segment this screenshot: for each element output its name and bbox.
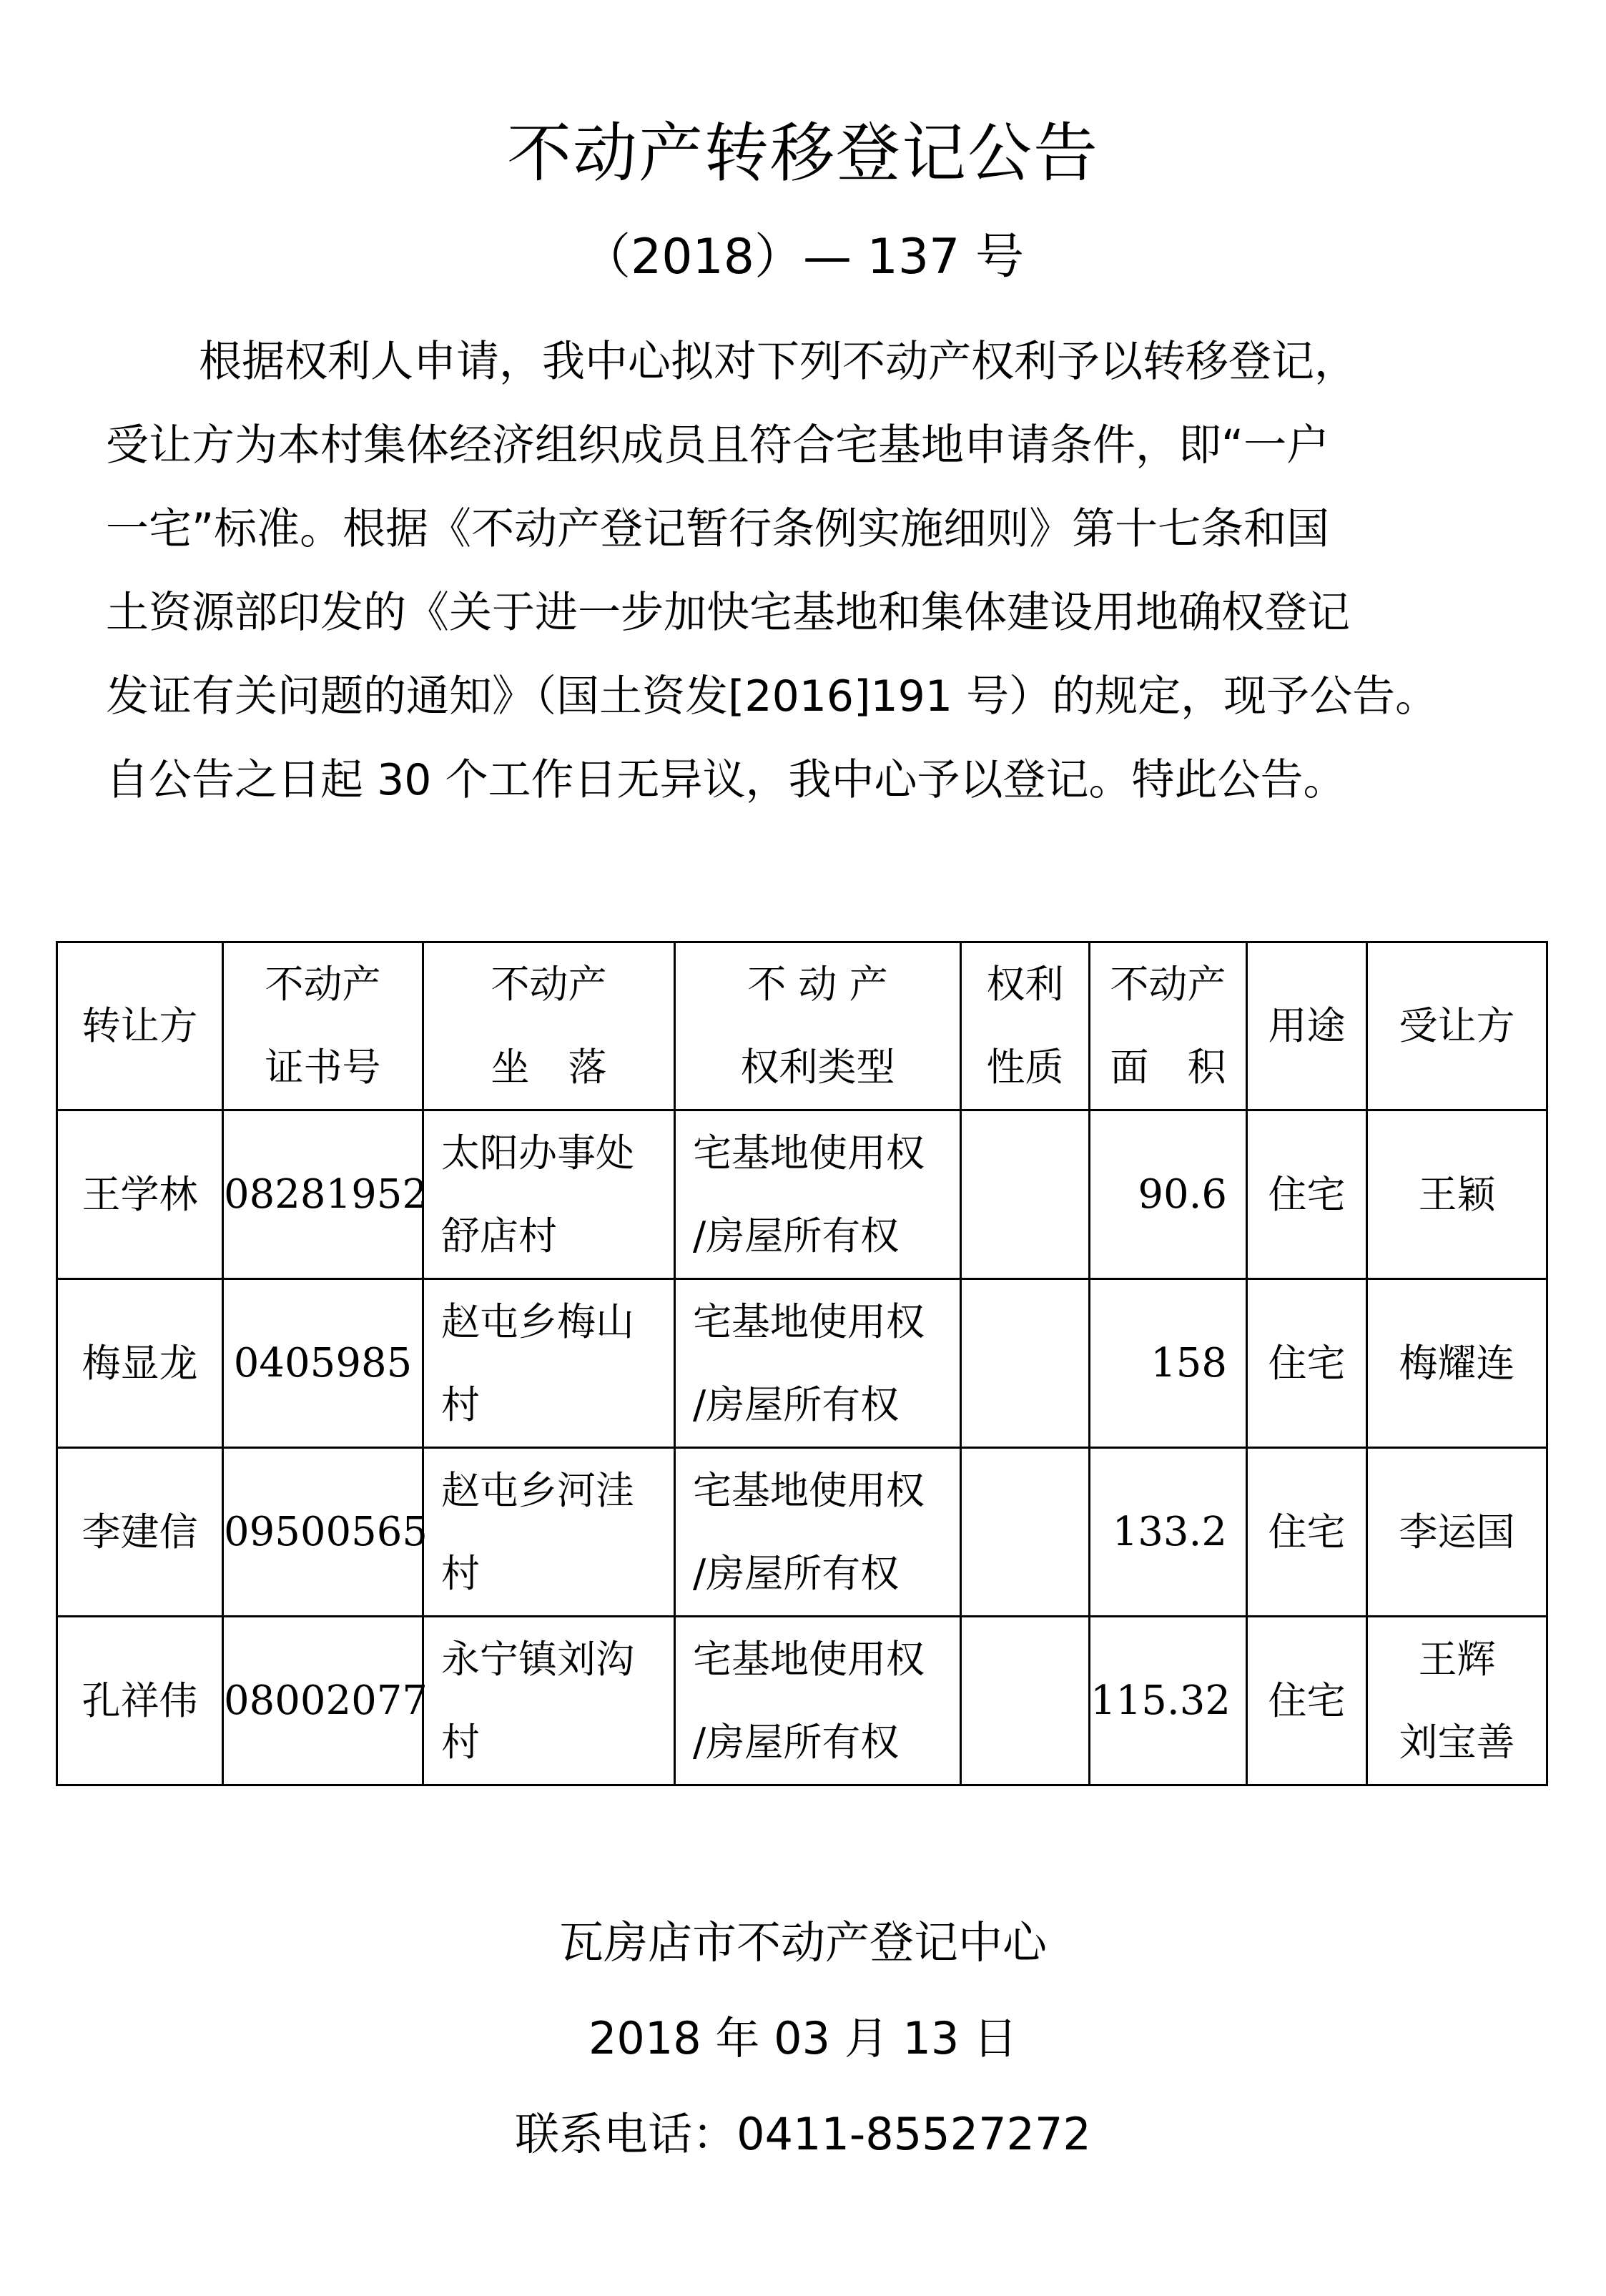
notice-body (106, 320, 1507, 822)
body-line: 受让方为本村集体经济组织成员且符合宅基地申请条件，即“一户 (106, 420, 1330, 470)
nature-cell (961, 1448, 1090, 1617)
body-line: 自公告之日起 30 个工作日无异议，我中心予以登记。特此公告。 (106, 755, 1346, 805)
table-row (57, 1279, 1547, 1448)
issue-date: 2018 年 03 月 13 日 (588, 2012, 1018, 2064)
location-cell: 永宁镇刘沟 村 (423, 1617, 675, 1785)
location-cell: 太阳办事处 舒店村 (423, 1110, 675, 1279)
right-type-cell: 宅基地使用权 /房屋所有权 (675, 1279, 961, 1448)
document-number: （2018）— 137 号 (581, 229, 1025, 285)
body-line: 土资源部印发的《关于进一步加快宅基地和集体建设用地确权登记 (106, 588, 1350, 638)
table-row (57, 1110, 1547, 1279)
right-type-cell: 宅基地使用权 /房屋所有权 (675, 1617, 961, 1785)
use-cell: 住宅 (1247, 1110, 1367, 1279)
notice-title: 不动产转移登记公告 (507, 116, 1099, 191)
table-header-row (57, 942, 1547, 1110)
area-cell: 133.2 (1090, 1448, 1247, 1617)
header-location: 不动产 坐 落 (423, 942, 675, 1110)
header-right-type: 不 动 产 权利类型 (675, 942, 961, 1110)
cert-no-cell: 08281952 (223, 1110, 423, 1279)
area-cell: 90.6 (1090, 1110, 1247, 1279)
right-type-cell: 宅基地使用权 /房屋所有权 (675, 1448, 961, 1617)
area-cell: 158 (1090, 1279, 1247, 1448)
body-line: 根据权利人申请，我中心拟对下列不动产权利予以转移登记， (199, 337, 1357, 387)
area-cell: 115.32 (1090, 1617, 1247, 1785)
cert-no-cell: 09500565 (223, 1448, 423, 1617)
body-line: 发证有关问题的通知》（国土资发[2016]191 号）的规定，现予公告。 (106, 671, 1439, 721)
location-cell: 赵屯乡梅山 村 (423, 1279, 675, 1448)
property-transfer-table (56, 941, 1548, 1786)
transferee-cell: 李运国 (1367, 1448, 1547, 1617)
table-row (57, 1617, 1547, 1785)
nature-cell (961, 1617, 1090, 1785)
transferee-cell: 梅耀连 (1367, 1279, 1547, 1448)
contact-phone: 联系电话：0411-85527272 (515, 2108, 1091, 2160)
body-line: 一宅”标准。根据《不动产登记暂行条例实施细则》第十七条和国 (106, 504, 1330, 554)
issuing-organization: 瓦房店市不动产登记中心 (558, 1916, 1047, 1969)
use-cell: 住宅 (1247, 1448, 1367, 1617)
header-use: 用途 (1247, 942, 1367, 1110)
transferee-cell: 王颖 (1367, 1110, 1547, 1279)
nature-cell (961, 1110, 1090, 1279)
location-cell: 赵屯乡河洼 村 (423, 1448, 675, 1617)
header-area: 不动产 面 积 (1090, 942, 1247, 1110)
transferor-cell: 李建信 (57, 1448, 223, 1617)
header-transferor: 转让方 (57, 942, 223, 1110)
cert-no-cell: 08002077 (223, 1617, 423, 1785)
right-type-cell: 宅基地使用权 /房屋所有权 (675, 1110, 961, 1279)
nature-cell (961, 1279, 1090, 1448)
transferor-cell: 梅显龙 (57, 1279, 223, 1448)
table-row (57, 1448, 1547, 1617)
use-cell: 住宅 (1247, 1617, 1367, 1785)
transferor-cell: 王学林 (57, 1110, 223, 1279)
header-nature: 权利 性质 (961, 942, 1090, 1110)
cert-no-cell: 0405985 (223, 1279, 423, 1448)
header-transferee: 受让方 (1367, 942, 1547, 1110)
transferor-cell: 孔祥伟 (57, 1617, 223, 1785)
use-cell: 住宅 (1247, 1279, 1367, 1448)
transferee-cell: 王辉 刘宝善 (1367, 1617, 1547, 1785)
header-cert-no: 不动产 证书号 (223, 942, 423, 1110)
